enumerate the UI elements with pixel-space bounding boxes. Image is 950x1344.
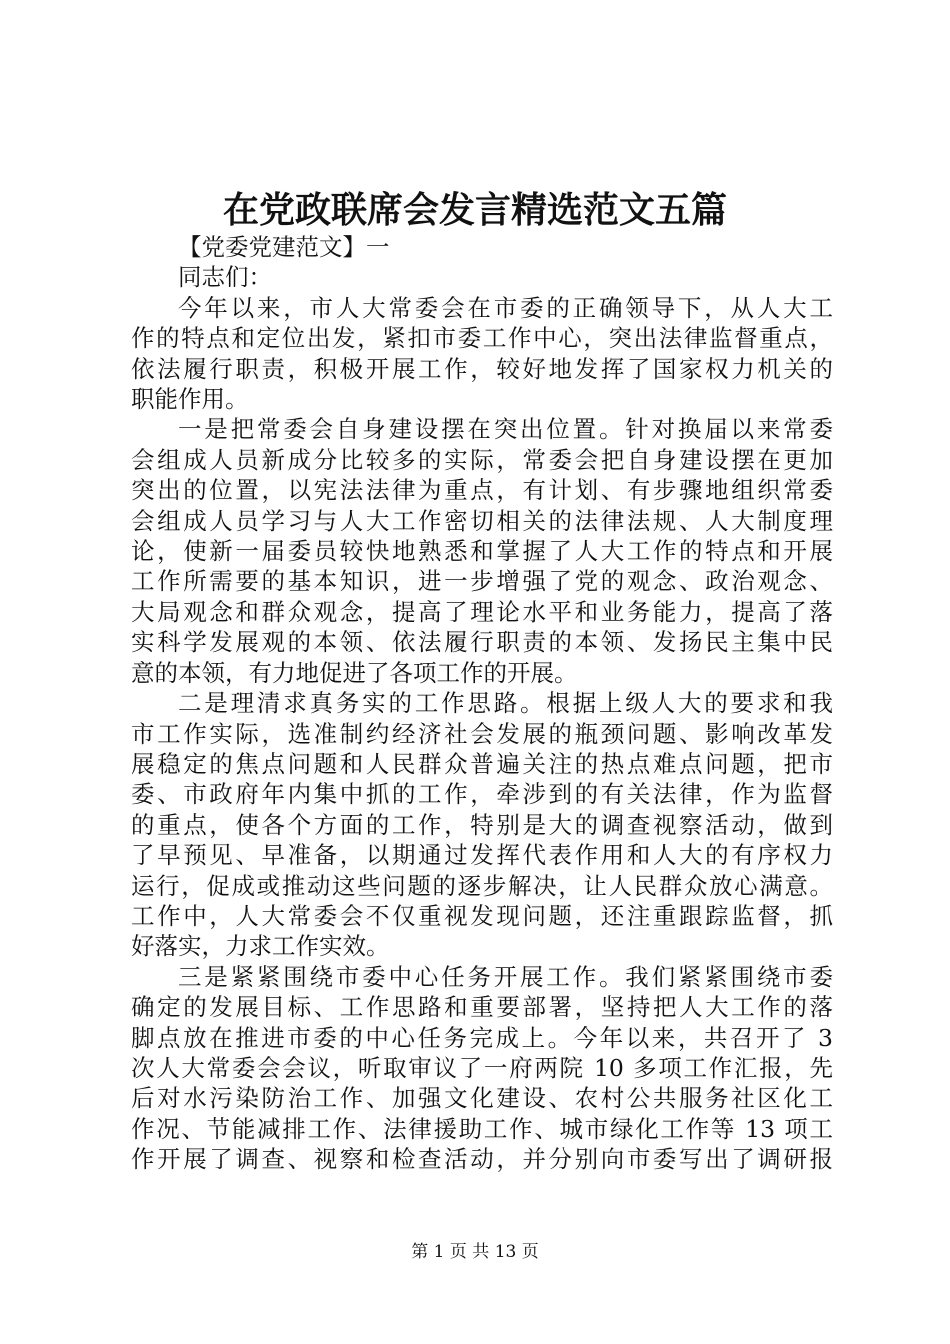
body-line: 作况、节能减排工作、法律援助工作、城市绿化工作等 13 项工 [131, 1114, 833, 1143]
body-line: 意的本领，有力地促进了各项工作的开展。 [131, 658, 578, 687]
body-line: 展稳定的焦点问题和人民群众普遍关注的热点难点问题，把市 [131, 749, 833, 778]
document-body [131, 232, 833, 1175]
body-line: 工作所需要的基本知识，进一步增强了党的观念、政治观念、 [131, 567, 833, 596]
body-line: 突出的位置，以宪法法律为重点，有计划、有步骤地组织常委 [131, 476, 833, 505]
body-line: 论，使新一届委员较快地熟悉和掌握了人大工作的特点和开展 [131, 537, 833, 566]
body-line: 三是紧紧围绕市委中心任务开展工作。我们紧紧围绕市委 [178, 962, 833, 991]
body-line: 依法履行职责，积极开展工作，较好地发挥了国家权力机关的 [131, 354, 833, 383]
body-line: 运行，促成或推动这些问题的逐步解决，让人民群众放心满意。 [131, 871, 833, 900]
body-line: 次人大常委会会议，听取审议了一府两院 10 多项工作汇报，先 [131, 1053, 833, 1082]
body-line: 后对水污染防治工作、加强文化建设、农村公共服务社区化工 [131, 1084, 833, 1113]
body-line: 大局观念和群众观念，提高了理论水平和业务能力，提高了落 [131, 597, 833, 626]
body-line: 市工作实际，选准制约经济社会发展的瓶颈问题、影响改革发 [131, 719, 833, 748]
body-line: 职能作用。 [131, 385, 249, 414]
body-line: 【党委党建范文】一 [178, 233, 390, 261]
document-title: 在党政联席会发言精选范文五篇 [222, 189, 727, 231]
body-line: 同志们： [178, 263, 272, 292]
page-footer: 第 1 页 共 13 页 [411, 1242, 539, 1262]
body-line: 今年以来，市人大常委会在市委的正确领导下，从人大工 [178, 293, 833, 322]
body-line: 一是把常委会自身建设摆在突出位置。针对换届以来常委 [178, 415, 833, 444]
body-line: 二是理清求真务实的工作思路。根据上级人大的要求和我 [178, 689, 833, 718]
body-line: 实科学发展观的本领、依法履行职责的本领、发扬民主集中民 [131, 628, 833, 657]
body-line: 会组成人员新成分比较多的实际，常委会把自身建设摆在更加 [131, 445, 833, 474]
body-line: 的重点，使各个方面的工作，特别是大的调查视察活动，做到 [131, 810, 833, 839]
body-line: 脚点放在推进市委的中心任务完成上。今年以来，共召开了 3 [131, 1023, 833, 1052]
body-line: 工作中，人大常委会不仅重视发现问题，还注重跟踪监督，抓 [131, 901, 833, 930]
body-line: 委、市政府年内集中抓的工作，牵涉到的有关法律，作为监督 [131, 780, 833, 809]
body-line: 确定的发展目标、工作思路和重要部署，坚持把人大工作的落 [131, 993, 833, 1022]
body-line: 作的特点和定位出发，紧扣市委工作中心，突出法律监督重点， [131, 324, 833, 353]
body-line: 会组成人员学习与人大工作密切相关的法律法规、人大制度理 [131, 506, 833, 535]
body-line: 了早预见、早准备，以期通过发挥代表作用和人大的有序权力 [131, 841, 833, 870]
body-line: 好落实，力求工作实效。 [131, 932, 390, 961]
body-line: 作开展了调查、视察和检查活动，并分别向市委写出了调研报 [131, 1145, 833, 1174]
